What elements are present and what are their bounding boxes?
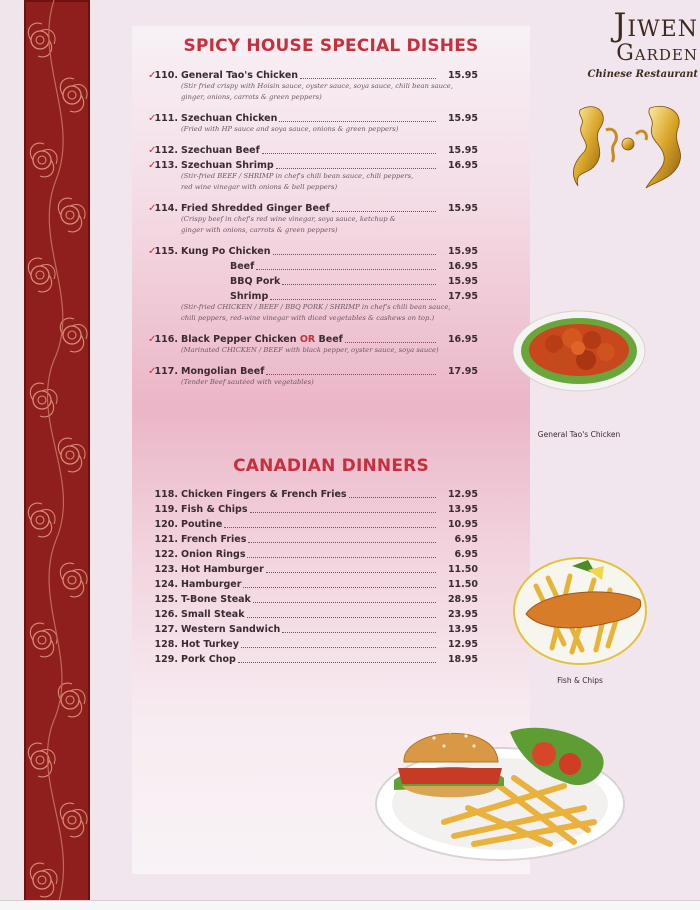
menu-item xyxy=(148,637,508,652)
dot-leader xyxy=(332,211,436,212)
item-number: 118. xyxy=(154,489,178,500)
dot-leader xyxy=(248,542,436,543)
item-number: 117. xyxy=(154,366,178,377)
checkmark-icon: ✓ xyxy=(148,366,157,377)
golden-dragon-phoenix-icon xyxy=(566,100,694,192)
item-name: Hamburger xyxy=(181,579,242,590)
menu-item xyxy=(148,607,508,622)
brand-name-line1: Jiwen xyxy=(613,6,698,44)
item-price: 17.95 xyxy=(447,291,478,302)
checkmark-icon: ✓ xyxy=(148,203,157,214)
item-number: 128. xyxy=(154,639,178,650)
item-description: (Crispy beef in chef's red wine vinegar, soya sauce, ketchup & ginger with onions, carrots & green peppers) xyxy=(181,215,396,234)
item-price: 11.50 xyxy=(447,564,478,575)
dot-leader xyxy=(241,647,436,648)
item-name: Hot Turkey xyxy=(181,639,239,650)
general-tao-chicken-photo xyxy=(512,310,646,392)
item-number: 112. xyxy=(154,145,178,156)
item-description: (Marinated CHICKEN / BEEF with black pepper, oyster sauce, soya sauce) xyxy=(181,346,439,354)
menu-item xyxy=(148,532,508,547)
item-number: 127. xyxy=(154,624,178,635)
item-description: (Stir-fried CHICKEN / BEEF / BBQ PORK / SHRIMP in chef's chili bean sauce, chili peppers, red-wine vinegar with diced vegetables & cashews on top.) xyxy=(181,303,451,322)
restaurant-logo xyxy=(558,8,698,82)
item-name: Beef xyxy=(230,261,255,272)
menu-item xyxy=(148,502,508,517)
menu-item xyxy=(148,517,508,532)
item-name: Fried Shredded Ginger Beef xyxy=(181,203,330,214)
item-name: Chicken Fingers & French Fries xyxy=(181,489,347,500)
item-number: 126. xyxy=(154,609,178,620)
item-price: 12.95 xyxy=(447,639,478,650)
item-number: 125. xyxy=(154,594,178,605)
item-description: (Stir fried crispy with Hoisin sauce, oyster sauce, soya sauce, chili bean sauce, ginger, onions, carrots & green peppers) xyxy=(181,82,453,101)
item-description: (Stir-fried BEEF / SHRIMP in chef's chili bean sauce, chili peppers, red wine vinegar with onions & bell peppers) xyxy=(181,172,414,191)
item-price: 18.95 xyxy=(447,654,478,665)
dot-leader xyxy=(349,497,436,498)
item-price: 23.95 xyxy=(447,609,478,620)
dot-leader xyxy=(250,512,436,513)
dot-leader xyxy=(276,168,436,169)
dot-leader xyxy=(279,121,436,122)
dot-leader xyxy=(238,662,436,663)
item-description: (Fried with HP sauce and soya sauce, onions & green peppers) xyxy=(181,125,399,133)
caption-general-tao-chicken: General Tao's Chicken xyxy=(537,430,621,439)
dot-leader xyxy=(273,254,436,255)
item-name: Shrimp xyxy=(230,291,269,302)
dot-leader xyxy=(266,374,436,375)
menu-item xyxy=(148,562,508,577)
item-name: Pork Chop xyxy=(181,654,236,665)
item-price: 13.95 xyxy=(447,504,478,515)
dot-leader xyxy=(282,284,436,285)
item-name-or: OR xyxy=(299,334,316,345)
section-title-spicy-house: SPICY HOUSE SPECIAL DISHES xyxy=(183,36,479,56)
item-price: 16.95 xyxy=(447,261,478,272)
item-name: Fish & Chips xyxy=(181,504,248,515)
checkmark-icon: ✓ xyxy=(148,70,157,81)
item-name: Hot Hamburger xyxy=(181,564,264,575)
item-name: Onion Rings xyxy=(181,549,246,560)
checkmark-icon: ✓ xyxy=(148,334,157,345)
item-price: 15.95 xyxy=(447,276,478,287)
item-number: 113. xyxy=(154,160,178,171)
brand-name-line2: Garden xyxy=(616,41,698,66)
menu-item xyxy=(148,622,508,637)
checkmark-icon: ✓ xyxy=(148,246,157,257)
item-price: 16.95 xyxy=(447,160,478,171)
menu-item xyxy=(148,143,508,158)
item-number: 124. xyxy=(154,579,178,590)
dot-leader xyxy=(256,269,436,270)
item-price: 12.95 xyxy=(447,489,478,500)
item-price: 15.95 xyxy=(447,203,478,214)
menu-item xyxy=(148,592,508,607)
dot-leader xyxy=(224,527,436,528)
section-title-canadian-dinners: CANADIAN DINNERS xyxy=(233,456,429,476)
menu-item xyxy=(148,274,508,289)
item-name: Kung Po Chicken xyxy=(181,246,271,257)
dot-leader xyxy=(270,299,436,300)
dot-leader xyxy=(262,153,436,154)
menu-item xyxy=(148,487,508,502)
brand-subtitle: Chinese Restaurant xyxy=(587,69,698,80)
item-name: Szechuan Beef xyxy=(181,145,260,156)
item-name: Small Steak xyxy=(181,609,245,620)
menu-item xyxy=(148,244,508,259)
dot-leader xyxy=(300,78,436,79)
item-description: (Tender Beef sautéed with vegetables) xyxy=(181,378,314,386)
dot-leader xyxy=(243,587,436,588)
item-number: 119. xyxy=(154,504,178,515)
checkmark-icon: ✓ xyxy=(148,113,157,124)
item-price: 6.95 xyxy=(454,549,478,560)
floral-pattern-icon xyxy=(24,0,90,910)
item-number: 123. xyxy=(154,564,178,575)
item-number: 115. xyxy=(154,246,178,257)
item-price: 28.95 xyxy=(447,594,478,605)
item-name: Poutine xyxy=(181,519,223,530)
item-number: 122. xyxy=(154,549,178,560)
item-price: 6.95 xyxy=(454,534,478,545)
dot-leader xyxy=(345,342,436,343)
item-number: 116. xyxy=(154,334,178,345)
hamburger-and-fries-photo xyxy=(374,712,626,862)
caption-fish-and-chips: Fish & Chips xyxy=(557,676,603,685)
menu-item xyxy=(148,652,508,667)
item-name-part: Black Pepper Chicken xyxy=(181,334,300,345)
item-number: 129. xyxy=(154,654,178,665)
menu-item xyxy=(148,259,508,274)
item-number: 111. xyxy=(154,113,178,124)
checkmark-icon: ✓ xyxy=(148,145,157,156)
page-margin xyxy=(0,0,24,910)
page-bottom-edge xyxy=(0,900,700,910)
dot-leader xyxy=(247,557,436,558)
item-number: 114. xyxy=(154,203,178,214)
decorative-floral-border xyxy=(24,0,90,910)
item-price: 13.95 xyxy=(447,624,478,635)
item-number: 110. xyxy=(154,70,178,81)
item-price: 16.95 xyxy=(447,334,478,345)
dot-leader xyxy=(253,602,436,603)
item-number: 120. xyxy=(154,519,178,530)
dot-leader xyxy=(282,632,436,633)
item-name: T-Bone Steak xyxy=(181,594,251,605)
item-price: 17.95 xyxy=(447,366,478,377)
dot-leader xyxy=(247,617,436,618)
item-name: Mongolian Beef xyxy=(181,366,265,377)
item-name: Szechuan Shrimp xyxy=(181,160,274,171)
fish-and-chips-photo xyxy=(512,556,648,666)
dot-leader xyxy=(266,572,436,573)
item-name: Szechuan Chicken xyxy=(181,113,278,124)
item-name-part: Beef xyxy=(315,334,343,345)
item-name: General Tao's Chicken xyxy=(181,70,299,81)
item-price: 15.95 xyxy=(447,70,478,81)
item-name: BBQ Pork xyxy=(230,276,281,287)
item-price: 15.95 xyxy=(447,246,478,257)
item-price: 15.95 xyxy=(447,113,478,124)
checkmark-icon: ✓ xyxy=(148,160,157,171)
item-price: 15.95 xyxy=(447,145,478,156)
item-price: 11.50 xyxy=(447,579,478,590)
item-number: 121. xyxy=(154,534,178,545)
item-name: Western Sandwich xyxy=(181,624,281,635)
menu-item xyxy=(148,577,508,592)
item-price: 10.95 xyxy=(447,519,478,530)
item-name: French Fries xyxy=(181,534,247,545)
menu-item xyxy=(148,547,508,562)
